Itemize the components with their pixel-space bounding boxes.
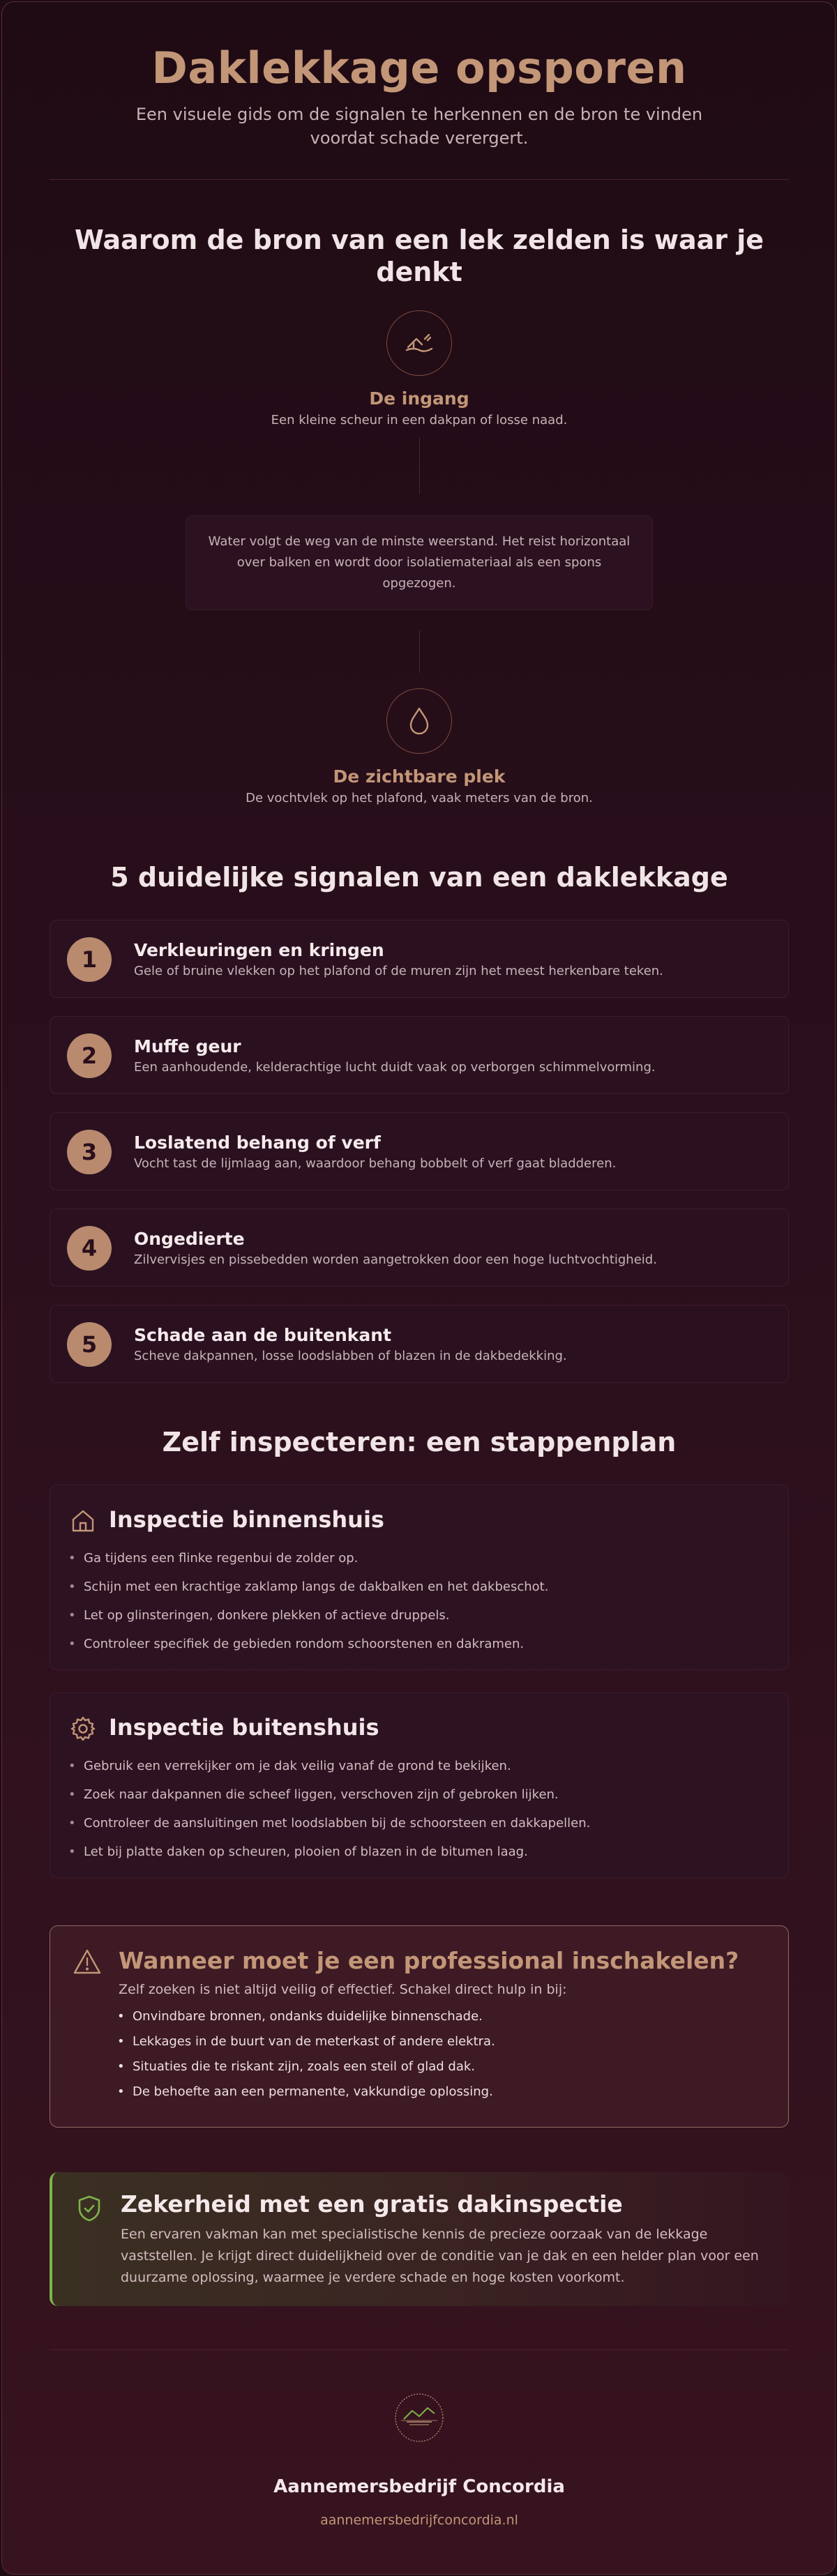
signal-number: 1 — [67, 937, 112, 982]
signal-card-2 — [50, 1016, 789, 1094]
header — [50, 43, 789, 93]
professional-list — [117, 2004, 495, 2105]
professional-subtitle: Zelf zoeken is niet altijd veilig of effectief. Schakel direct hulp in bij: — [119, 1982, 567, 1997]
signal-title: Schade aan de buitenkant — [134, 1325, 392, 1345]
entry-title: De ingang — [369, 388, 469, 409]
visible-text: De vochtvlek op het plafond, vaak meters van de bron. — [246, 791, 593, 805]
signal-text: Een aanhoudende, kelderachtige lucht duidt vaak op verborgen schimmelvorming. — [134, 1060, 656, 1075]
subtitle-line-2: voordat schade verergert. — [310, 128, 529, 148]
page-frame — [1, 1, 836, 2575]
outdoor-list — [68, 1752, 590, 1866]
company-name: Aannemersbedrijf Concordia — [273, 2476, 565, 2497]
list-item: • Let bij platte daken op scheuren, plooien of blazen in de bitumen laag. — [68, 1838, 590, 1866]
list-item: • Let op glinsteringen, donkere plekken of actieve druppels. — [68, 1601, 548, 1630]
signal-card-1 — [50, 920, 789, 998]
signal-text: Vocht tast de lijmlaag aan, waardoor behang bobbelt of verf gaat bladderen. — [134, 1156, 617, 1171]
signal-number: 5 — [67, 1322, 112, 1367]
signal-card-4 — [50, 1209, 789, 1287]
signal-title: Loslatend behang of verf — [134, 1132, 381, 1153]
flow — [50, 310, 789, 805]
signal-text: Scheve dakpannen, losse loodslabben of blazen in de dakbedekking. — [134, 1349, 567, 1363]
signals-section — [50, 861, 789, 893]
page-title: Daklekkage opsporen — [151, 43, 687, 93]
signal-number: 4 — [67, 1226, 112, 1271]
entry-circle — [386, 310, 452, 376]
signal-card-3 — [50, 1112, 789, 1190]
entry-text: Een kleine scheur in een dakpan of losse naad. — [271, 413, 568, 427]
flow-path-box: Water volgt de weg van de minste weerstand. Het reist horizontaal over balken en wordt door isolatiemateriaal als een spons opgezogen. — [186, 515, 653, 610]
outdoor-card — [50, 1692, 789, 1878]
signal-text: Gele of bruine vlekken op het plafond of de muren zijn het meest herkenbare teken. — [134, 964, 663, 978]
list-item: • Onvindbare bronnen, ondanks duidelijke binnenschade. — [117, 2004, 495, 2029]
inspection-section — [50, 1426, 789, 1458]
list-item: • Gebruik een verrekijker om je dak veilig vanaf de grond te bekijken. — [68, 1752, 590, 1780]
signals-heading: 5 duidelijke signalen van een daklekkage — [110, 862, 728, 893]
subtitle-line-1: Een visuele gids om de signalen te herkennen en de bron te vinden — [135, 105, 703, 124]
warning-icon — [73, 1948, 102, 1978]
header-divider — [50, 179, 789, 180]
indoor-title: Inspectie binnenshuis — [109, 1506, 384, 1533]
shield-check-icon — [77, 2195, 101, 2225]
signal-number: 3 — [67, 1130, 112, 1174]
list-item: • Controleer specifiek de gebieden rondom schoorstenen en dakramen. — [68, 1630, 548, 1658]
indoor-list — [68, 1544, 548, 1658]
visible-title: De zichtbare plek — [333, 766, 506, 787]
signals-list — [50, 920, 789, 1387]
professional-title: Wanneer moet je een professional inschakelen? — [119, 1947, 739, 1974]
source-section — [50, 224, 789, 288]
source-heading-line-2: denkt — [376, 257, 462, 287]
signal-title: Verkleuringen en kringen — [134, 940, 384, 960]
list-item: • Ga tijdens een flinke regenbui de zolder op. — [68, 1544, 548, 1573]
house-icon — [70, 1508, 96, 1537]
signal-text: Zilvervisjes en pissebedden worden aangetrokken door een hoge luchtvochtigheid. — [134, 1252, 657, 1267]
cta-title: Zekerheid met een gratis dakinspectie — [121, 2190, 623, 2218]
professional-card — [50, 1925, 789, 2128]
flow-line-top — [419, 437, 420, 494]
list-item: • Lekkages in de buurt van de meterkast of andere elektra. — [117, 2029, 495, 2054]
visible-circle — [386, 688, 452, 754]
list-item: • Zoek naar dakpannen die scheef liggen, verschoven zijn of gebroken lijken. — [68, 1780, 590, 1809]
list-item: • Situaties die te riskant zijn, zoals een steil of glad dak. — [117, 2054, 495, 2079]
inspection-heading: Zelf inspecteren: een stappenplan — [162, 1427, 677, 1457]
cta-wrap — [50, 2172, 789, 2306]
indoor-card — [50, 1485, 789, 1670]
footer-divider — [50, 2349, 789, 2350]
inspection-cards — [50, 1485, 789, 1889]
source-heading-line-1: Waarom de bron van een lek zelden is waar je — [74, 225, 764, 255]
gear-icon — [70, 1715, 96, 1745]
signal-title: Ongedierte — [134, 1229, 245, 1249]
company-website-link[interactable]: aannemersbedrijfconcordia.nl — [320, 2513, 518, 2528]
signal-number: 2 — [67, 1033, 112, 1078]
professional-wrap — [50, 1925, 789, 2128]
cta-card — [50, 2172, 789, 2306]
water-drop-icon — [405, 706, 433, 736]
flow-line-bottom — [419, 630, 420, 673]
subtitle — [50, 103, 789, 150]
roof-icon — [404, 328, 435, 358]
footer-text — [50, 2476, 789, 2528]
signal-title: Muffe geur — [134, 1036, 241, 1056]
cta-text: Een ervaren vakman kan met specialistische kennis de precieze oorzaak van de lekkage vaststellen. Je krijgt direct duidelijkheid over de conditie van je dak en een helder plan voor een duurzame oplossing, waarmee je verdere schade en hoge kosten voorkomt. — [121, 2227, 759, 2285]
footer — [50, 2390, 789, 2448]
signal-card-5 — [50, 1305, 789, 1383]
list-item: • De behoefte aan een permanente, vakkundige oplossing. — [117, 2079, 495, 2105]
list-item: • Schijn met een krachtige zaklamp langs de dakbalken en het dakbeschot. — [68, 1573, 548, 1601]
outdoor-title: Inspectie buitenshuis — [109, 1714, 379, 1741]
company-logo — [391, 2390, 447, 2446]
list-item: • Controleer de aansluitingen met loodslabben bij de schoorsteen en dakkapellen. — [68, 1809, 590, 1838]
